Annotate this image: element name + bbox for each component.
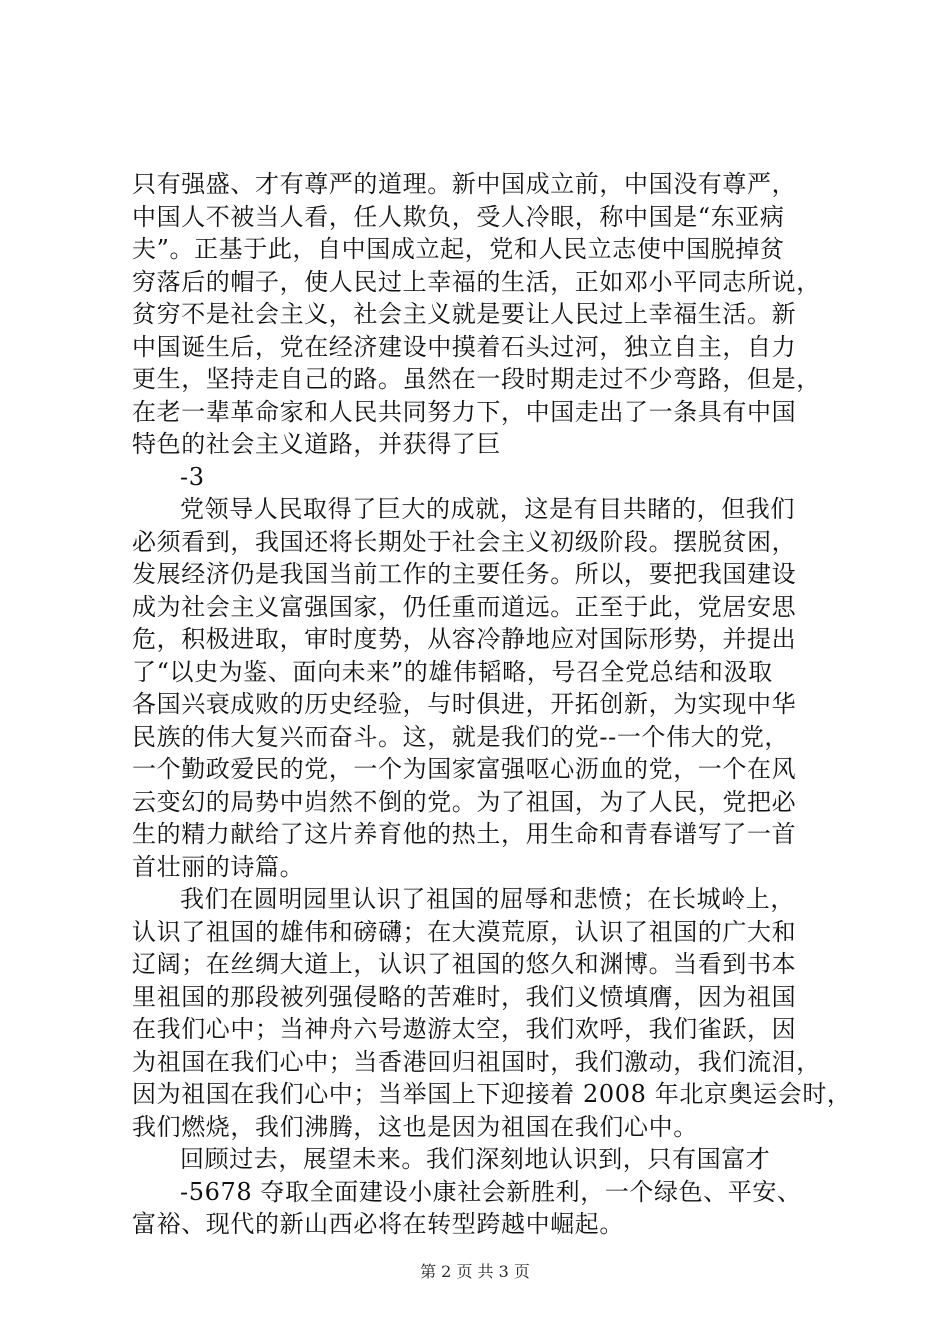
text-line: 了“以史为鉴、面向未来”的雄伟韬略，号召全党总结和汲取 xyxy=(132,657,773,686)
text-line: 里祖国的那段被列强侵略的苦难时，我们义愤填膺，因为祖国 xyxy=(132,982,797,1011)
text-line: -5678 夺取全面建设小康社会新胜利，一个绿色、平安、 xyxy=(180,1177,802,1206)
text-line: 民族的伟大复兴而奋斗。这，就是我们的党--一个伟大的党， xyxy=(132,722,790,751)
text-line: 云变幻的局势中岿然不倒的党。为了祖国，为了人民，党把必 xyxy=(132,787,797,816)
text-line: 首壮丽的诗篇。 xyxy=(132,852,305,881)
text-line: 党领导人民取得了巨大的成就，这是有目共睹的，但我们 xyxy=(180,495,795,523)
text-line: 回顾过去，展望未来。我们深刻地认识到，只有国富才 xyxy=(180,1145,771,1173)
text-line: 更生，坚持走自己的路。虽然在一段时期走过不少弯路，但是， xyxy=(132,365,821,393)
text-line: 各国兴衰成败的历史经验，与时俱进，开拓创新，为实现中华 xyxy=(132,690,797,718)
text-line: 只有强盛、才有尊严的道理。新中国成立前，中国没有尊严， xyxy=(132,170,797,198)
text-line: -3 xyxy=(180,462,205,491)
text-line: 在老一辈革命家和人民共同努力下，中国走出了一条具有中国 xyxy=(132,397,797,426)
text-line: 穷落后的帽子，使人民过上幸福的生活，正如邓小平同志所说， xyxy=(132,267,821,296)
text-line: 在我们心中；当神舟六号遨游太空，我们欢呼，我们雀跃，因 xyxy=(132,1015,797,1043)
text-line: 一个勤政爱民的党，一个为国家富强呕心沥血的党，一个在风 xyxy=(132,755,797,783)
text-line: 夫”。正基于此，自中国成立起，党和人民立志使中国脱掉贫 xyxy=(132,235,785,263)
text-line: 特色的社会主义道路，并获得了巨 xyxy=(132,430,501,458)
text-line: 必须看到，我国还将长期处于社会主义初级阶段。摆脱贫困， xyxy=(132,527,797,556)
text-line: 因为祖国在我们心中；当举国上下迎接着 2008 年北京奥运会时， xyxy=(132,1080,852,1108)
document-body xyxy=(132,168,852,1241)
text-line: 辽阔；在丝绸大道上，认识了祖国的悠久和渊博。当看到书本 xyxy=(132,950,797,978)
text-line: 我们燃烧，我们沸腾，这也是因为祖国在我们心中。 xyxy=(132,1112,698,1141)
text-line: 中国诞生后，党在经济建设中摸着石头过河，独立自主，自力 xyxy=(132,332,797,361)
text-line: 发展经济仍是我国当前工作的主要任务。所以，要把我国建设 xyxy=(132,560,797,588)
text-line: 成为社会主义富强国家，仍任重而道远。正至于此，党居安思 xyxy=(132,592,797,621)
text-line: 中国人不被当人看，任人欺负，受人冷眼，称中国是“东亚病 xyxy=(132,202,785,231)
text-line: 为祖国在我们心中；当香港回归祖国时，我们激动，我们流泪， xyxy=(132,1047,821,1076)
text-line: 危，积极进取，审时度势，从容冷静地应对国际形势，并提出 xyxy=(132,625,797,653)
text-line: 生的精力献给了这片养育他的热土，用生命和青春谱写了一首 xyxy=(132,820,797,848)
text-line: 我们在圆明园里认识了祖国的屈辱和悲愤；在长城岭上， xyxy=(180,885,795,913)
text-line: 认识了祖国的雄伟和磅礴；在大漠荒原，认识了祖国的广大和 xyxy=(132,917,797,946)
page-footer: 第 2 页 共 3 页 xyxy=(420,1262,530,1281)
text-line: 富裕、现代的新山西必将在转型跨越中崛起。 xyxy=(132,1210,624,1238)
text-line: 贫穷不是社会主义，社会主义就是要让人民过上幸福生活。新 xyxy=(132,300,797,328)
